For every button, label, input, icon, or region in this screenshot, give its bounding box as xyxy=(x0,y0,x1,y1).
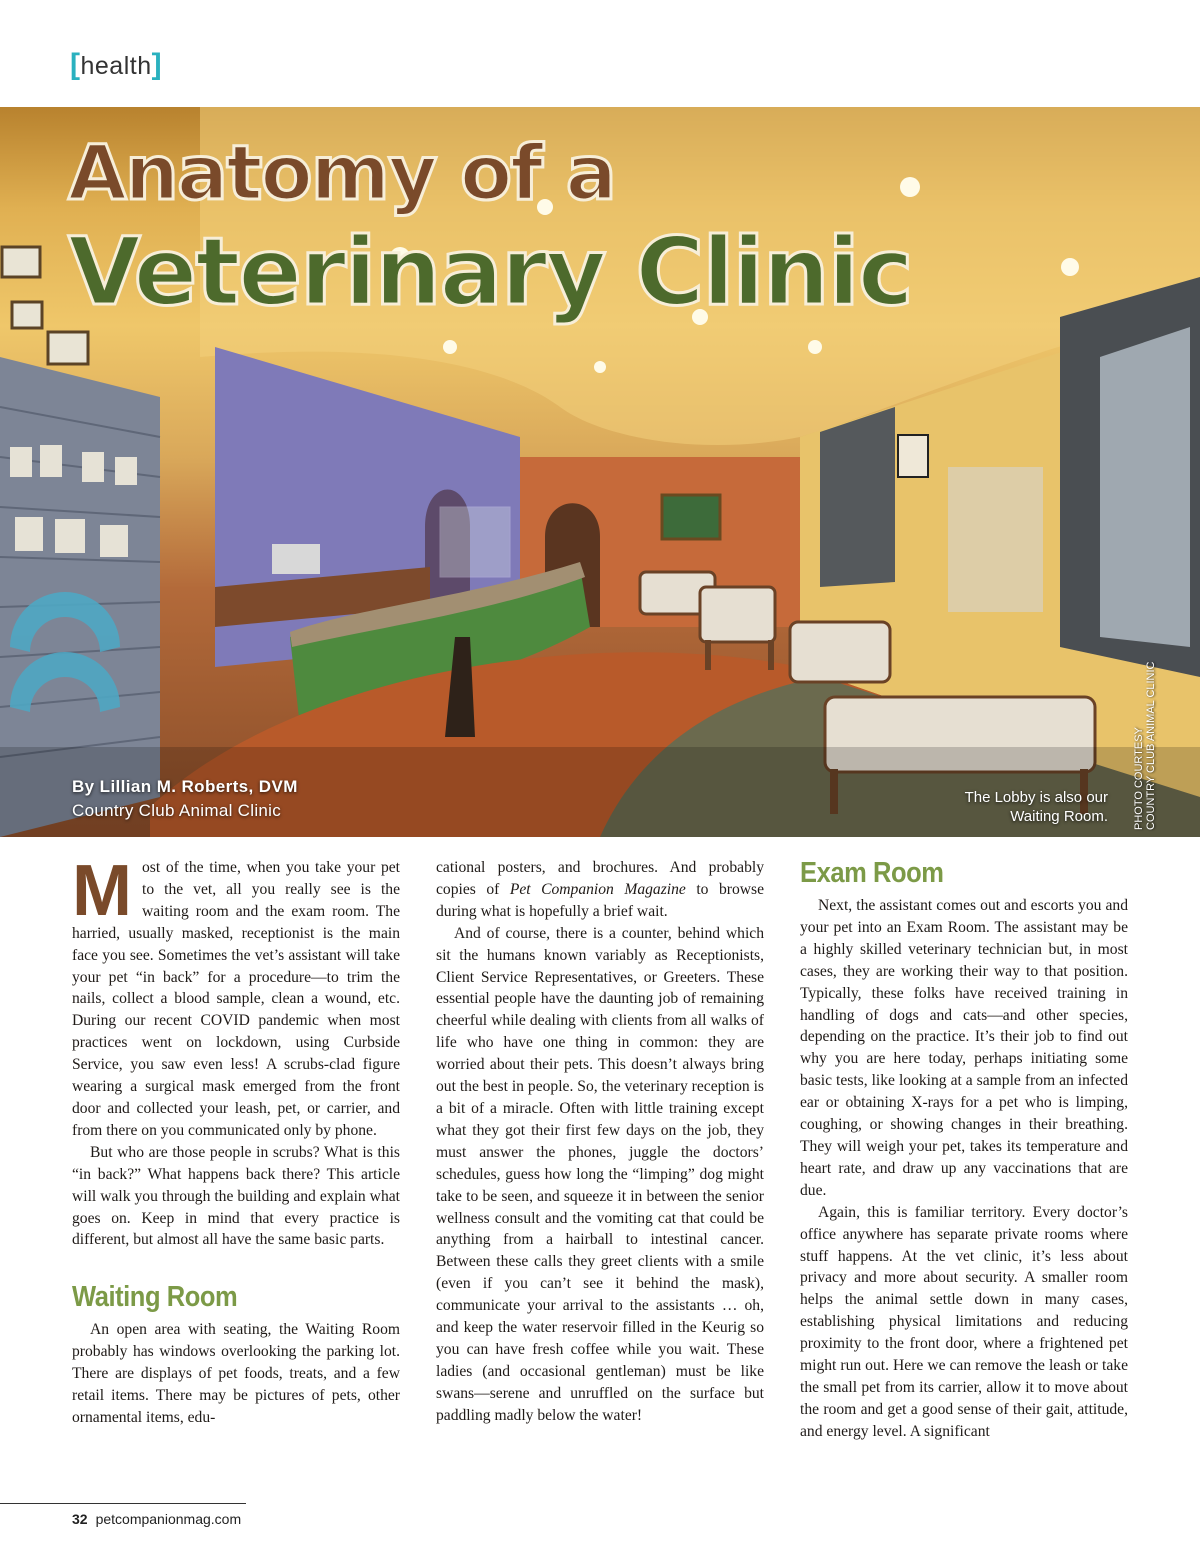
paragraph-text: ost of the time, when you take your pet to the vet, all you really see is the waiting room and the exam room. The harried, usually masked, receptionist is the main face you see. Sometimes the vet’s assistant will take your pet “in back” for a procedure—to trim the nails, collect a blood sample, clean a wound, etc. During our recent COVID pandemic when most practices went on lockdown, using Curbside Service, you saw even less! A scrubs-clad figure wearing a surgical mask emerged from the front door and collected your leash, pet, or carrier, and from there on you communicated only by phone. xyxy=(72,859,400,1139)
photo-credit xyxy=(1133,660,1157,830)
page-footer xyxy=(72,1511,241,1527)
paragraph-text: to browse during what is hopefully a brief wait. xyxy=(436,880,765,920)
paragraph: An open area with seating, the Waiting Room probably has windows overlooking the parking lot. There are displays of pet foods, treats, and a few retail items. There may be pictures of pets, other ornamental items, edu- xyxy=(72,1321,400,1426)
credit-line-1: PHOTO COURTESY xyxy=(1133,727,1145,830)
paragraph xyxy=(72,851,400,1142)
page-number: 32 xyxy=(72,1511,88,1527)
bracket-left-icon: [ xyxy=(70,48,81,81)
title-line-2: Veterinary Clinic xyxy=(68,218,912,327)
credit-line-2: COUNTRY CLUB ANIMAL CLINIC xyxy=(1145,661,1157,830)
article-column-3 xyxy=(800,857,1128,1443)
section-label: health xyxy=(80,52,152,80)
paragraph: And of course, there is a counter, behind which sit the humans known variably as Receptionists, Client Service Representatives, or Greeters. These essential people have the daunting job of remaining cheerful while dealing with clients from all walks of life who have one thing in common: they are worried about their pets. This doesn’t always bring out the best in people. So, the veterinary reception is a bit of a miracle. Often with little training except what they got their first few days on the job, they must answer the phones, juggle the doctors’ schedules, guess how long the “limping” dog might take to be seen, and squeeze it in between the senior wellness consult and the vomiting cat that could be anything from a hairball to intestinal cancer. Between these calls they greet clients with a smile (even if you can’t see it behind the mask), communicate your arrival to the assistants … oh, and keep the water reservoir filled in the Keurig so you can have fresh coffee while you wait. These ladies (and occasional gentleman) must be like swans—serene and unruffled on the surface but paddling madly below the water! xyxy=(436,924,764,1424)
subheading-exam-room: Exam Room xyxy=(800,857,944,889)
paragraph xyxy=(436,857,764,923)
paragraph: Again, this is familiar territory. Every doctor’s office anywhere has separate private rooms where stuff happens. At the vet clinic, it’s less about privacy and more about security. A smaller room helps the animal settle down in many cases, establishing physical limitations and reducing proximity to the front door, where a frightened pet might run out. Here we can remove the leash or take the small pet from its carrier, allow it to move about the room and get a good sense of their gait, attitude, and energy level. A significant xyxy=(800,1203,1128,1440)
paragraph: But who are those people in scrubs? What is this “in back?” What happens back there? This article will walk you through the building and explain what goes on. Keep in mind that every practice is different, but almost all have the same basic parts. xyxy=(72,1143,400,1249)
subheading-waiting-room: Waiting Room xyxy=(72,1281,238,1314)
paragraph-text: cational posters, and brochures. And probably copies of xyxy=(436,859,764,898)
footer-rule xyxy=(0,1503,246,1504)
site-url: petcompanionmag.com xyxy=(95,1511,242,1527)
article-column-1 xyxy=(72,851,400,1429)
caption-line-2: Waiting Room. xyxy=(1010,808,1108,825)
photo-caption xyxy=(888,788,1108,826)
author-affiliation: Country Club Animal Clinic xyxy=(72,801,282,820)
author-name: By Lillian M. Roberts, DVM xyxy=(72,777,298,796)
title-line-1: Anatomy of a xyxy=(68,128,615,217)
magazine-title: Pet Companion Magazine xyxy=(509,880,686,898)
bracket-right-icon: ] xyxy=(151,48,163,81)
section-tag xyxy=(70,48,162,82)
drop-cap: M xyxy=(72,851,132,931)
caption-line-1: The Lobby is also our xyxy=(964,789,1108,806)
paragraph: Next, the assistant comes out and escorts you and your pet into an Exam Room. The assistant may be a highly skilled veterinary technician but, in most cases, they are working their way to that position. Typically, these folks have received training in handling of dogs and cats—and other species, depending on the practice. It’s their job to find out why you are here today, perhaps initiating some basic tests, like looking at a sample from an infected ear or obtaining X-rays for a pet who is limping, coughing, or showing changes in their breathing. They will weigh your pet, takes its temperature and heart rate, and draw up any vaccinations that are due. xyxy=(800,897,1128,1199)
article-column-2 xyxy=(436,857,764,1427)
byline xyxy=(72,777,298,821)
